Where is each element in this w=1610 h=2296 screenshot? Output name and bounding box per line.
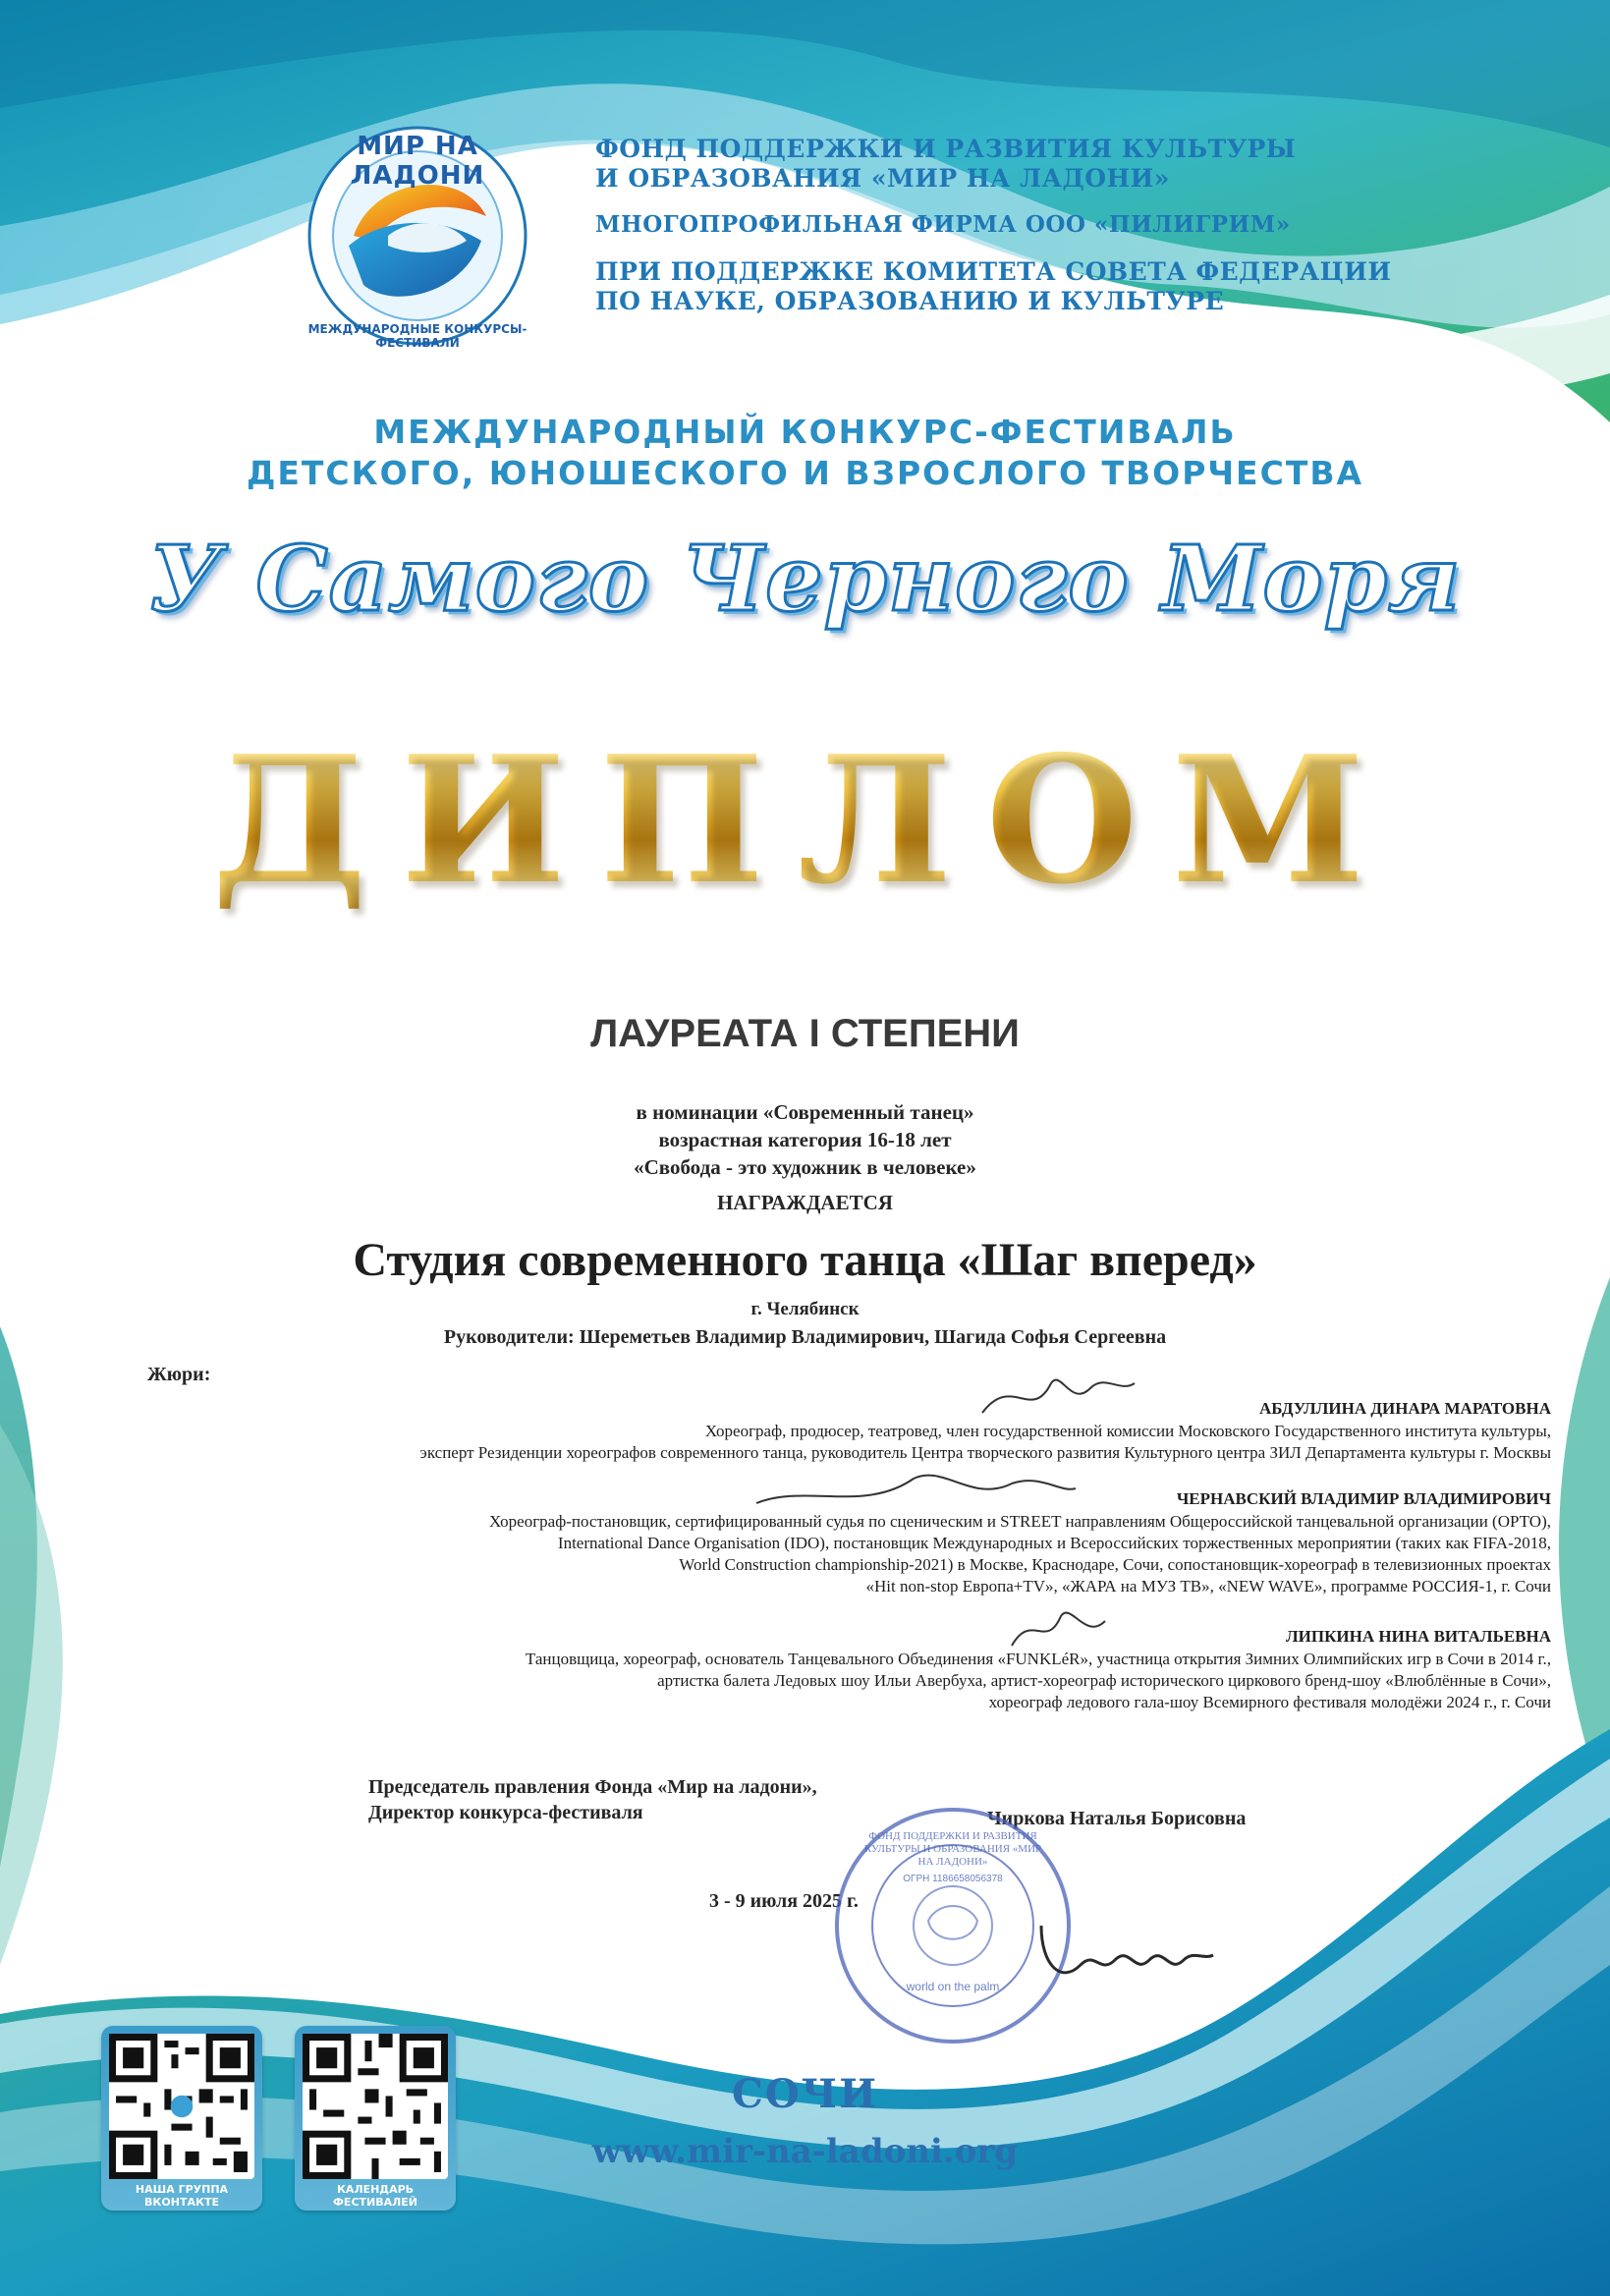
footer-city: СОЧИ xyxy=(732,2071,878,2117)
stamp-ring-text: ФОНД ПОДДЕРЖКИ И РАЗВИТИЯ КУЛЬТУРЫ И ОБРАЗОВАНИЯ «МИР НА ЛАДОНИ» xyxy=(863,1830,1042,1868)
nomination-text: в номинации «Современный танец» xyxy=(636,1100,974,1124)
age-category-text: возрастная категория 16-18 лет xyxy=(658,1128,952,1151)
org-line-2: И ОБРАЗОВАНИЯ «МИР НА ЛАДОНИ» xyxy=(595,164,1170,193)
jury-member-name: ЛИПКИНА НИНА ВИТАЛЬЕВНА xyxy=(1285,1627,1551,1646)
jury-signature-1 xyxy=(972,1364,1139,1432)
stamp-world-text: world on the palm xyxy=(906,1980,1000,1993)
jury-member-description: Хореограф-постановщик, сертифицированный судья по сценическим и STREET направлениям Общероссийской танцевальной организации (ОРТО), International Dance Organisation (IDO), постановщик Международных и Всероссийских торжественных мероприятии (таких как FIFA-2018, World Construction championship-2021) в Москве, Краснодаре, Сочи, сопостановщик-хореограф в телевизионных проектах «Hit non-stop Европа+TV», «ЖАРА на МУЗ ТВ», «NEW WAVE», программе РОССИЯ-1, г. Сочи xyxy=(488,1512,1551,1596)
org-line-5: ПО НАУКЕ, ОБРАЗОВАНИЮ И КУЛЬТУРЕ xyxy=(595,287,1225,315)
logo-arc-text: МИР НА ЛАДОНИ xyxy=(350,132,485,191)
diploma-degree: ЛАУРЕАТА I СТЕПЕНИ xyxy=(590,1012,1020,1055)
chair-signature xyxy=(1022,1906,1218,1994)
jury-member-name: ЧЕРНАВСКИЙ ВЛАДИМИР ВЛАДИМИРОВИЧ xyxy=(1176,1489,1551,1508)
org-line-1: ФОНД ПОДДЕРЖКИ И РАЗВИТИЯ КУЛЬТУРЫ xyxy=(595,135,1297,163)
stamp-inner-text: ОГРН 1186658056378 xyxy=(903,1874,1003,1884)
chair-title-line-1: Председатель правления Фонда «Мир на ладони», xyxy=(368,1776,817,1798)
festival-script-title: У Самого Черного Моря xyxy=(148,526,1462,632)
jury-signature-2 xyxy=(747,1464,1081,1523)
jury-member-description: Хореограф, продюсер, театровед, член государственной комиссии Московского Государственного института культуры, эксперт Резиденции хореографов современного танца, руководитель Центра творческого развития Культурного центра ЗИЛ Департамента культуры г. Москвы xyxy=(419,1422,1551,1462)
recipient-name: Студия современного танца «Шаг вперед» xyxy=(353,1234,1257,1286)
qr-calendar-label: КАЛЕНДАРЬ ФЕСТИВАЛЕЙ xyxy=(333,2183,417,2209)
diploma-title: ДИПЛОМ xyxy=(0,717,1610,923)
logo-ring-text: МЕЖДУНАРОДНЫЕ КОНКУРСЫ-ФЕСТИВАЛИ xyxy=(307,322,527,350)
jury-signature-3 xyxy=(1002,1601,1110,1660)
festival-logo xyxy=(295,118,540,354)
festival-subtitle-2: ДЕТСКОГО, ЮНОШЕСКОГО И ВЗРОСЛОГО ТВОРЧЕСТВА xyxy=(246,454,1364,492)
footer-website[interactable]: www.mir-na-ladoni.org xyxy=(591,2132,1019,2171)
qr-vk-label: НАША ГРУППА ВКОНТАКТЕ xyxy=(135,2183,229,2209)
awarded-text: НАГРАЖДАЕТСЯ xyxy=(717,1191,893,1214)
qr-vk-group[interactable] xyxy=(101,2026,262,2211)
event-dates: 3 - 9 июля 2025 г. xyxy=(709,1890,859,1912)
jury-label: Жюри: xyxy=(147,1364,211,1385)
org-line-3: МНОГОПРОФИЛЬНАЯ ФИРМА ООО «ПИЛИГРИМ» xyxy=(595,211,1291,238)
org-line-4: ПРИ ПОДДЕРЖКЕ КОМИТЕТА СОВЕТА ФЕДЕРАЦИИ xyxy=(595,257,1392,286)
leaders-text: Руководители: Шереметьев Владимир Владимирович, Шагида Софья Сергеевна xyxy=(443,1326,1167,1348)
jury-member-name: АБДУЛЛИНА ДИНАРА МАРАТОВНА xyxy=(1259,1399,1551,1418)
recipient-city: г. Челябинск xyxy=(750,1299,860,1319)
work-title-text: «Свобода - это художник в человеке» xyxy=(634,1155,976,1179)
jury-member-description: Танцовщица, хореограф, основатель Танцевального Объединения «FUNKLéR», участница открытия Зимних Олимпийских игр в Сочи в 2014 г., артистка балета Ледовых шоу Ильи Авербуха, артист-хореограф исторического циркового бренд-шоу «Влюблённые в Сочи», хореограф ледового гала-шоу Всемирного фестиваля молодёжи 2024 г., г. Сочи xyxy=(525,1650,1551,1711)
chair-title-line-2: Директор конкурса-фестиваля xyxy=(368,1802,643,1823)
qr-festival-calendar[interactable] xyxy=(295,2026,456,2211)
chair-name: Чиркова Наталья Борисовна xyxy=(987,1808,1247,1829)
festival-subtitle-1: МЕЖДУНАРОДНЫЙ КОНКУРС-ФЕСТИВАЛЬ xyxy=(373,413,1237,451)
